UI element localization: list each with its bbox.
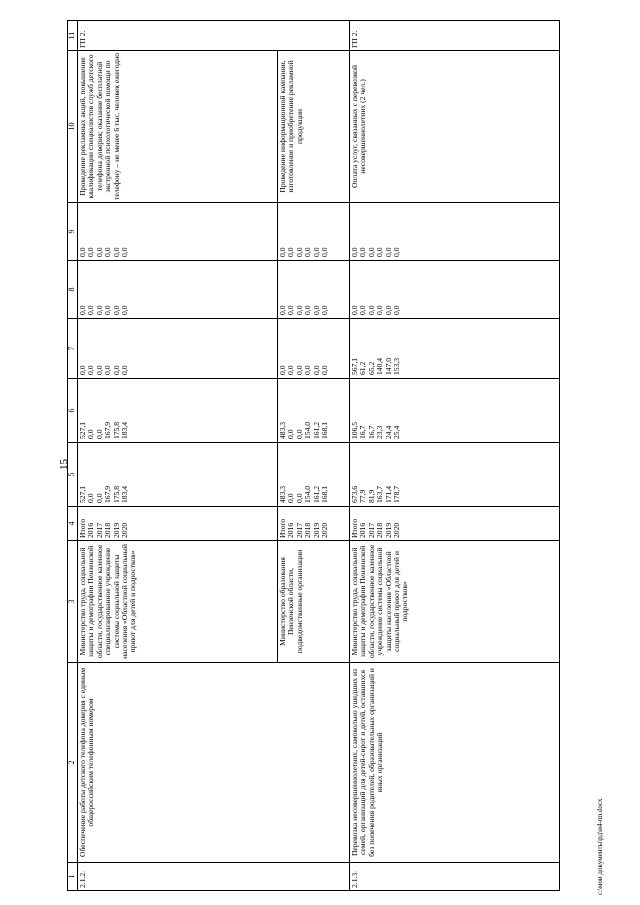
value: 25,4: [391, 425, 401, 439]
value: 0,0: [375, 305, 385, 315]
value: 0,0: [294, 247, 304, 257]
value: 0,0: [94, 493, 104, 503]
value: 0,0: [103, 247, 113, 257]
year-label: Итого: [350, 518, 359, 538]
value: 0,0: [303, 247, 313, 257]
value: 0,0: [311, 365, 321, 375]
value: 16,7: [358, 425, 368, 439]
total-funding: [350, 443, 560, 507]
col-number: 8: [68, 261, 78, 319]
years-cell: [78, 507, 278, 541]
federal-budget: [278, 319, 350, 379]
value: 0,0: [383, 247, 393, 257]
column-numbers-row: [68, 21, 78, 891]
executor: Министерство труда, социальной защиты и демографии Пензенской области, государственное казенное специализированное учреждение системы социальной защиты населения «Областной социальный приют для детей и подростков»: [78, 541, 278, 663]
value: 23,3: [375, 425, 385, 439]
year-label: 2019: [111, 522, 121, 538]
table-row: [78, 21, 278, 891]
value: 0,0: [86, 493, 96, 503]
table-row: [350, 21, 560, 891]
value: 154,0: [303, 421, 313, 439]
activity-name: Перевозка несовершеннолетних, самовольно ушедших из семей, организаций для детей-сирот и детей, оставшихся без попечения родителей, образовательных организаций и иных организаций: [350, 663, 560, 863]
value: 0,0: [366, 247, 376, 257]
value: 0,0: [119, 365, 129, 375]
value: 0,0: [294, 429, 304, 439]
value: 77,9: [358, 489, 368, 503]
row-number: 2.1.3.: [350, 863, 560, 891]
value: 106,5: [350, 421, 359, 439]
year-label: 2016: [86, 522, 96, 538]
value: 0,0: [391, 305, 401, 315]
value: 183,4: [119, 421, 129, 439]
value: 0,0: [303, 305, 313, 315]
value: 0,0: [78, 365, 87, 375]
expected-result-extra: Проведение информационной кампании, изготовление и приобретение рекламной продукции: [278, 51, 350, 203]
local-budget: [78, 261, 278, 319]
year-label: Итого: [278, 518, 287, 538]
value: 527,1: [78, 421, 87, 439]
year-label: 2019: [311, 522, 321, 538]
value: 171,4: [383, 485, 393, 503]
expected-result: Оплата услуг, связанных с перевозкой несовершеннолетних (2 чел.): [350, 51, 560, 203]
value: 140,4: [375, 357, 385, 375]
year-label: 2016: [286, 522, 296, 538]
value: 483,3: [278, 421, 287, 439]
value: 0,0: [94, 365, 104, 375]
value: 0,0: [358, 305, 368, 315]
federal-budget: [78, 319, 278, 379]
value: 0,0: [350, 247, 359, 257]
col-number: 7: [68, 319, 78, 379]
year-label: 2016: [358, 522, 368, 538]
indicator-code: ГП 2.: [78, 21, 350, 51]
value: 161,2: [311, 485, 321, 503]
value: 0,0: [294, 493, 304, 503]
value: 0,0: [311, 305, 321, 315]
value: 0,0: [86, 247, 96, 257]
value: 61,2: [358, 361, 368, 375]
year-label: 2017: [366, 522, 376, 538]
executor: Министерство образования Пензенской области, подведомственные организации: [278, 541, 350, 663]
value: 0,0: [86, 365, 96, 375]
value: 567,1: [350, 357, 359, 375]
value: 527,1: [78, 485, 87, 503]
value: 16,7: [366, 425, 376, 439]
value: 0,0: [86, 305, 96, 315]
value: 175,8: [111, 485, 121, 503]
col-number: 1: [68, 863, 78, 891]
value: 0,0: [278, 247, 287, 257]
year-label: 2020: [391, 522, 401, 538]
value: 0,0: [319, 247, 329, 257]
value: 0,0: [103, 305, 113, 315]
program-table: [67, 20, 560, 891]
value: 154,0: [303, 485, 313, 503]
total-funding: [278, 443, 350, 507]
value: 0,0: [303, 365, 313, 375]
file-path-footer: c:\мои документы\рд\и4-пп.docx: [596, 798, 604, 895]
value: 673,6: [350, 485, 359, 503]
value: 161,2: [311, 421, 321, 439]
years-cell: [350, 507, 560, 541]
col-number: 11: [68, 21, 78, 51]
value: 0,0: [286, 247, 296, 257]
value: 163,7: [375, 485, 385, 503]
value: 0,0: [94, 429, 104, 439]
value: 178,7: [391, 485, 401, 503]
col-number: 9: [68, 203, 78, 261]
col-number: 10: [68, 51, 78, 203]
value: 0,0: [311, 247, 321, 257]
value: 24,4: [383, 425, 393, 439]
value: 0,0: [358, 247, 368, 257]
value: 0,0: [111, 365, 121, 375]
regional-budget: [350, 379, 560, 443]
regional-budget: [278, 379, 350, 443]
year-label: 2018: [103, 522, 113, 538]
value: 0,0: [286, 365, 296, 375]
value: 0,0: [319, 365, 329, 375]
expected-result: Проведение рекламных акций, повышение квалификации специалистов служб детского телефона доверия; оказание бесплатной экстренной психологической помощи по телефону – не менее 6 тыс. человек ежегодно: [78, 51, 278, 203]
value: 0,0: [294, 305, 304, 315]
executor: Министерство труда, социальной защиты и демографии Пензенской области, государственное казенное учреждение системы социальной защиты населения «Областной социальный приют для детей и подростков»: [350, 541, 560, 663]
value: 483,3: [278, 485, 287, 503]
local-budget: [350, 261, 560, 319]
value: 168,1: [319, 485, 329, 503]
value: 0,0: [366, 305, 376, 315]
extrabudget: [278, 203, 350, 261]
year-label: 2017: [94, 522, 104, 538]
year-label: 2018: [375, 522, 385, 538]
year-label: 2017: [294, 522, 304, 538]
value: 0,0: [375, 247, 385, 257]
col-number: 6: [68, 379, 78, 443]
value: 0,0: [119, 247, 129, 257]
value: 0,0: [94, 247, 104, 257]
value: 0,0: [278, 305, 287, 315]
value: 0,0: [78, 247, 87, 257]
federal-budget: [350, 319, 560, 379]
value: 167,9: [103, 421, 113, 439]
regional-budget: [78, 379, 278, 443]
extrabudget: [78, 203, 278, 261]
value: 0,0: [391, 247, 401, 257]
extrabudget: [350, 203, 560, 261]
total-funding: [78, 443, 278, 507]
activity-name: Обеспечение работы детского телефона доверия с единым общероссийским телефонным номером: [78, 663, 350, 863]
value: 0,0: [286, 305, 296, 315]
value: 0,0: [286, 493, 296, 503]
value: 0,0: [78, 305, 87, 315]
value: 153,3: [391, 357, 401, 375]
year-label: 2019: [383, 522, 393, 538]
value: 0,0: [86, 429, 96, 439]
col-number: 2: [68, 663, 78, 863]
value: 0,0: [278, 365, 287, 375]
years-cell: [278, 507, 350, 541]
col-number: 3: [68, 541, 78, 663]
row-number: 2.1.2.: [78, 863, 350, 891]
year-label: 2020: [119, 522, 129, 538]
indicator-code: ГП 2.: [350, 21, 560, 51]
value: 0,0: [350, 305, 359, 315]
value: 183,4: [119, 485, 129, 503]
value: 0,0: [319, 305, 329, 315]
year-label: 2018: [303, 522, 313, 538]
value: 0,0: [286, 429, 296, 439]
value: 167,9: [103, 485, 113, 503]
value: 81,9: [366, 489, 376, 503]
value: 168,1: [319, 421, 329, 439]
value: 0,0: [103, 365, 113, 375]
page-number: 15: [58, 459, 70, 470]
value: 0,0: [111, 247, 121, 257]
value: 0,0: [94, 305, 104, 315]
value: 175,8: [111, 421, 121, 439]
year-label: 2020: [319, 522, 329, 538]
col-number: 5: [68, 443, 78, 507]
value: 0,0: [294, 365, 304, 375]
value: 65,2: [366, 361, 376, 375]
value: 0,0: [383, 305, 393, 315]
col-number: 4: [68, 507, 78, 541]
rotated-page: [0, 5, 640, 905]
value: 0,0: [119, 305, 129, 315]
value: 147,0: [383, 357, 393, 375]
local-budget: [278, 261, 350, 319]
year-label: Итого: [78, 518, 87, 538]
value: 0,0: [111, 305, 121, 315]
